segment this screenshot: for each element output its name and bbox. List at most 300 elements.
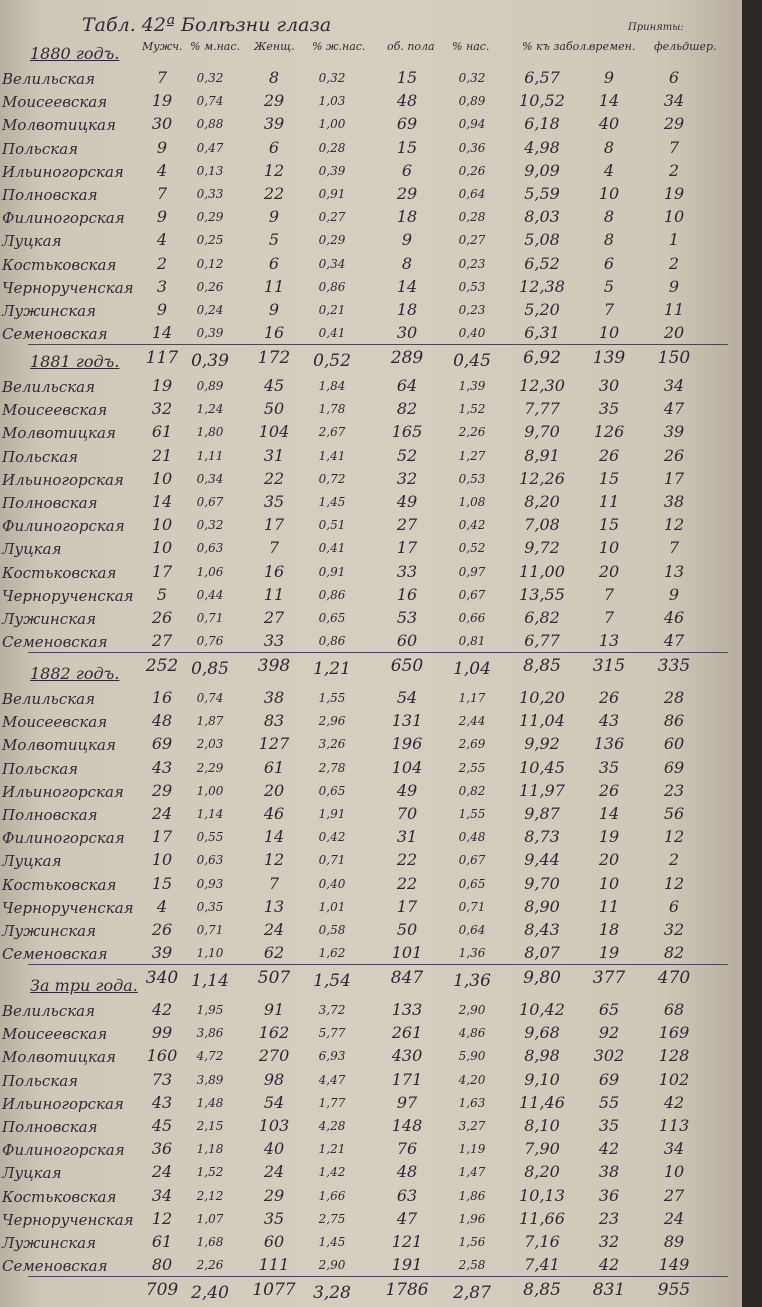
cell: 4 (156, 160, 168, 180)
header-top-note: Приняты: (628, 22, 684, 33)
cell: 29 (663, 114, 685, 134)
cell: 9 (268, 207, 280, 227)
cell: 22 (396, 873, 418, 893)
cell: 10 (151, 850, 173, 870)
cell: 1,17 (458, 691, 486, 705)
cell: 14 (151, 492, 173, 511)
cell: 6 (268, 253, 280, 273)
cell: 0,40 (458, 326, 486, 341)
cell: 0,28 (458, 210, 486, 225)
cell: 26 (151, 608, 173, 627)
cell: 35 (598, 757, 620, 777)
cell: 0,32 (196, 71, 224, 85)
section-title: 1882 годъ. (30, 664, 120, 683)
cell: 0,89 (196, 379, 224, 393)
cell: 16 (396, 584, 418, 604)
cell: 20 (663, 323, 685, 343)
total-cell: 8,85 (523, 1280, 561, 1301)
cell: 26 (598, 780, 620, 800)
cell: 0,41 (318, 326, 346, 341)
cell: 68 (663, 1000, 685, 1019)
table-row (0, 1209, 742, 1231)
cell: 12 (263, 160, 285, 180)
cell: 12 (151, 1208, 173, 1228)
cell: 9 (668, 584, 680, 604)
table-row (0, 562, 742, 584)
cell: 24 (151, 804, 173, 823)
cell: 29 (263, 91, 285, 111)
cell: 60 (396, 631, 418, 651)
cell: 12,38 (519, 276, 565, 296)
cell: 22 (263, 184, 285, 203)
cell: 3,72 (318, 1003, 346, 1017)
cell: 23 (598, 1208, 620, 1228)
cell: 0,53 (458, 279, 486, 294)
total-cell: 0,52 (313, 351, 351, 372)
cell: 83 (263, 711, 285, 731)
cell: 7,77 (524, 399, 560, 419)
cell: 10 (598, 538, 620, 558)
cell: 0,32 (318, 71, 346, 85)
cell: 133 (391, 1000, 423, 1019)
cell: 11 (598, 896, 620, 916)
cell: 0,26 (458, 163, 486, 178)
cell: 8,20 (524, 492, 560, 511)
cell: 39 (663, 422, 685, 442)
cell: 48 (396, 91, 418, 111)
cell: 1,00 (318, 117, 346, 132)
column-header-4: % ж.нас. (312, 40, 366, 53)
cell: 38 (263, 688, 285, 707)
total-cell: 340 (145, 968, 179, 989)
cell: 17 (151, 561, 173, 581)
cell: 42 (151, 1000, 173, 1019)
total-cell: 709 (145, 1280, 179, 1301)
cell: 98 (263, 1069, 285, 1089)
cell: 0,13 (196, 163, 224, 178)
cell: 22 (396, 850, 418, 870)
cell: 0,86 (318, 279, 346, 294)
row-name: Семеновская (2, 1257, 108, 1276)
cell: 0,65 (318, 783, 346, 798)
total-cell: 955 (657, 1280, 691, 1301)
cell: 1,91 (318, 807, 346, 821)
column-header-7: % къ забол. (522, 40, 590, 53)
cell: 0,44 (196, 587, 224, 602)
cell: 65 (598, 1000, 620, 1019)
cell: 7 (603, 608, 615, 627)
section-title: 1880 годъ. (30, 44, 120, 63)
cell: 1,21 (318, 1142, 346, 1157)
cell: 1,55 (318, 691, 346, 705)
cell: 2 (668, 253, 680, 273)
row-name: Филиногорская (2, 1141, 125, 1160)
cell: 15 (396, 137, 418, 157)
table-row (0, 781, 742, 803)
cell: 0,39 (318, 163, 346, 178)
cell: 0,94 (458, 117, 486, 132)
cell: 7 (268, 873, 280, 893)
cell: 1,08 (458, 495, 486, 509)
total-cell: 650 (390, 656, 424, 677)
cell: 17 (151, 827, 173, 847)
table-row (0, 1139, 742, 1161)
cell: 15 (598, 468, 620, 488)
column-header-1: Мужч. (142, 40, 183, 53)
row-name: Лужинская (2, 610, 97, 628)
total-cell: 1786 (385, 1280, 429, 1301)
cell: 5,77 (318, 1026, 346, 1041)
cell: 0,27 (458, 233, 486, 248)
cell: 38 (663, 492, 685, 511)
cell: 0,23 (458, 303, 486, 317)
cell: 9,68 (524, 1023, 560, 1043)
cell: 1,77 (318, 1095, 346, 1110)
cell: 9 (668, 276, 680, 296)
table-row (0, 114, 742, 136)
cell: 0,65 (318, 611, 346, 625)
table-row (0, 68, 742, 90)
cell: 0,48 (458, 830, 486, 845)
cell: 2,69 (458, 737, 486, 752)
cell: 1,11 (196, 448, 224, 463)
cell: 1,42 (318, 1165, 346, 1180)
cell: 63 (396, 1185, 418, 1205)
cell: 4,72 (196, 1049, 224, 1064)
cell: 45 (151, 1116, 173, 1135)
table-row (0, 1186, 742, 1208)
total-rule (28, 964, 728, 965)
cell: 0,88 (196, 117, 224, 132)
cell: 12 (263, 850, 285, 870)
cell: 0,55 (196, 830, 224, 845)
cell: 4,86 (458, 1026, 486, 1041)
cell: 0,82 (458, 783, 486, 798)
total-cell: 0,85 (191, 659, 229, 680)
cell: 169 (658, 1023, 690, 1043)
cell: 8,07 (524, 943, 560, 963)
cell: 82 (396, 399, 418, 419)
cell: 34 (663, 376, 685, 395)
cell: 0,71 (196, 611, 224, 625)
cell: 28 (663, 688, 685, 707)
cell: 29 (396, 184, 418, 203)
cell: 46 (663, 608, 685, 627)
cell: 8 (268, 68, 280, 87)
cell: 0,86 (318, 634, 346, 649)
row-name: Чернорученская (2, 586, 134, 605)
cell: 24 (663, 1208, 685, 1228)
cell: 47 (663, 631, 685, 651)
cell: 4,98 (524, 137, 560, 157)
cell: 18 (598, 920, 620, 939)
total-cell: 315 (592, 656, 626, 677)
total-cell: 335 (657, 656, 691, 677)
cell: 0,64 (458, 923, 486, 937)
cell: 6 (401, 160, 413, 180)
cell: 35 (263, 1208, 285, 1228)
table-row (0, 897, 742, 919)
cell: 5,90 (458, 1049, 486, 1064)
cell: 54 (263, 1092, 285, 1112)
cell: 26 (598, 688, 620, 707)
cell: 1,84 (318, 379, 346, 393)
cell: 43 (151, 1092, 173, 1112)
cell: 0,35 (196, 899, 224, 914)
cell: 64 (396, 376, 418, 395)
total-rule (28, 1276, 728, 1277)
cell: 1,27 (458, 448, 486, 463)
cell: 2,12 (196, 1188, 224, 1203)
cell: 1 (668, 230, 680, 250)
cell: 1,62 (318, 946, 346, 961)
cell: 9,92 (524, 734, 560, 754)
cell: 3,86 (196, 1026, 224, 1041)
cell: 31 (263, 445, 285, 465)
cell: 9,44 (524, 850, 560, 870)
total-row (0, 1280, 742, 1302)
cell: 27 (263, 608, 285, 627)
cell: 62 (263, 943, 285, 963)
cell: 22 (263, 468, 285, 488)
table-row (0, 515, 742, 537)
table-row (0, 492, 742, 514)
cell: 33 (263, 631, 285, 651)
cell: 1,48 (196, 1095, 224, 1110)
table-row (0, 277, 742, 299)
cell: 11,46 (519, 1092, 565, 1112)
total-rule (28, 652, 728, 653)
cell: 11 (263, 584, 285, 604)
cell: 40 (598, 114, 620, 134)
table-row (0, 538, 742, 560)
cell: 2,75 (318, 1211, 346, 1226)
cell: 12,26 (519, 468, 565, 488)
cell: 15 (598, 515, 620, 535)
row-name: Костьковская (2, 563, 117, 582)
table-row (0, 184, 742, 206)
cell: 2,90 (458, 1003, 486, 1017)
cell: 136 (593, 734, 625, 754)
cell: 0,33 (196, 187, 224, 201)
cell: 4,28 (318, 1119, 346, 1133)
cell: 35 (598, 399, 620, 419)
cell: 0,51 (318, 518, 346, 533)
cell: 42 (663, 1092, 685, 1112)
cell: 7 (156, 184, 168, 203)
row-name: Лужинская (2, 1234, 97, 1252)
cell: 0,28 (318, 140, 346, 155)
cell: 9 (268, 300, 280, 319)
scan-edge (742, 0, 762, 1307)
cell: 0,42 (458, 518, 486, 533)
cell: 1,45 (318, 495, 346, 509)
cell: 39 (263, 114, 285, 134)
row-name: Ильиногорская (2, 782, 124, 801)
cell: 4,20 (458, 1072, 486, 1087)
cell: 101 (391, 943, 423, 963)
cell: 6,93 (318, 1049, 346, 1064)
cell: 26 (663, 445, 685, 465)
cell: 127 (258, 734, 290, 754)
cell: 49 (396, 780, 418, 800)
cell: 1,36 (458, 946, 486, 961)
cell: 10,45 (519, 757, 565, 777)
total-cell: 398 (257, 656, 291, 677)
cell: 18 (396, 207, 418, 227)
cell: 0,93 (196, 876, 224, 891)
cell: 126 (593, 422, 625, 442)
cell: 9,87 (524, 804, 560, 823)
cell: 27 (151, 631, 173, 651)
cell: 165 (391, 422, 423, 442)
cell: 6,52 (524, 253, 560, 273)
cell: 0,53 (458, 471, 486, 486)
cell: 19 (598, 827, 620, 847)
total-cell: 1,54 (313, 971, 351, 992)
cell: 0,91 (318, 564, 346, 579)
table-row (0, 1023, 742, 1045)
cell: 16 (263, 561, 285, 581)
cell: 30 (598, 376, 620, 395)
cell: 1,87 (196, 714, 224, 729)
cell: 9 (401, 230, 413, 250)
row-name: Моисеевская (2, 1025, 108, 1044)
cell: 21 (151, 445, 173, 465)
cell: 10,20 (519, 688, 565, 707)
table-row (0, 1162, 742, 1184)
cell: 17 (396, 538, 418, 558)
cell: 2,15 (196, 1119, 224, 1133)
cell: 0,74 (196, 691, 224, 705)
cell: 0,66 (458, 611, 486, 625)
total-cell: 847 (390, 968, 424, 989)
cell: 73 (151, 1069, 173, 1089)
cell: 0,40 (318, 876, 346, 891)
cell: 1,19 (458, 1142, 486, 1157)
cell: 34 (151, 1185, 173, 1205)
cell: 4 (156, 896, 168, 916)
row-name: Моисеевская (2, 401, 108, 420)
cell: 1,95 (196, 1003, 224, 1017)
cell: 0,74 (196, 94, 224, 109)
cell: 92 (598, 1023, 620, 1043)
cell: 6 (668, 896, 680, 916)
table-row (0, 207, 742, 229)
cell: 1,01 (318, 899, 346, 914)
cell: 0,63 (196, 541, 224, 556)
cell: 10 (151, 538, 173, 558)
row-name: Ильиногорская (2, 1094, 124, 1113)
cell: 14 (598, 804, 620, 823)
table-row (0, 608, 742, 630)
cell: 0,67 (458, 853, 486, 868)
cell: 9 (603, 68, 615, 87)
row-name: Польская (2, 1071, 79, 1090)
cell: 1,39 (458, 379, 486, 393)
cell: 91 (263, 1000, 285, 1019)
cell: 2 (668, 160, 680, 180)
cell: 2,55 (458, 760, 486, 775)
cell: 48 (151, 711, 173, 731)
cell: 2,26 (196, 1258, 224, 1273)
cell: 24 (263, 920, 285, 939)
row-name: Луцкая (2, 540, 62, 559)
table-row (0, 804, 742, 826)
cell: 38 (598, 1162, 620, 1182)
cell: 302 (593, 1046, 625, 1066)
cell: 20 (263, 780, 285, 800)
table-row (0, 920, 742, 942)
cell: 171 (391, 1069, 423, 1089)
row-name: Лужинская (2, 302, 97, 320)
cell: 4,47 (318, 1072, 346, 1087)
cell: 32 (396, 468, 418, 488)
cell: 8,91 (524, 445, 560, 465)
cell: 10 (151, 468, 173, 488)
cell: 11 (663, 300, 685, 319)
cell: 36 (598, 1185, 620, 1205)
table-row (0, 827, 742, 849)
cell: 7,41 (524, 1255, 560, 1275)
row-name: Велильская (2, 378, 96, 396)
total-rule (28, 344, 728, 345)
row-name: Костьковская (2, 255, 117, 274)
total-cell: 2,87 (453, 1283, 491, 1304)
row-name: Велильская (2, 690, 96, 708)
cell: 0,29 (196, 210, 224, 225)
cell: 1,41 (318, 448, 346, 463)
cell: 1,47 (458, 1165, 486, 1180)
cell: 11,00 (519, 561, 565, 581)
cell: 1,03 (318, 94, 346, 109)
total-cell: 2,40 (191, 1283, 229, 1304)
cell: 16 (263, 323, 285, 343)
cell: 196 (391, 734, 423, 754)
row-name: Молвотицкая (2, 1048, 116, 1067)
cell: 52 (396, 445, 418, 465)
section-title: За три года. (30, 976, 138, 995)
cell: 128 (658, 1046, 690, 1066)
row-name: Молвотицкая (2, 116, 116, 135)
cell: 3 (156, 276, 168, 296)
cell: 5 (603, 276, 615, 296)
cell: 8 (603, 207, 615, 227)
row-name: Полновская (2, 806, 98, 824)
cell: 0,71 (196, 923, 224, 937)
table-row (0, 1046, 742, 1068)
cell: 103 (258, 1116, 290, 1135)
total-cell: 507 (257, 968, 291, 989)
row-name: Семеновская (2, 633, 108, 652)
cell: 2,58 (458, 1258, 486, 1273)
cell: 54 (396, 688, 418, 707)
table-row (0, 254, 742, 276)
cell: 80 (151, 1255, 173, 1275)
total-cell: 8,85 (523, 656, 561, 677)
row-name: Велильская (2, 1002, 96, 1020)
cell: 40 (263, 1139, 285, 1159)
table-row (0, 631, 742, 653)
cell: 0,64 (458, 187, 486, 201)
cell: 8 (603, 137, 615, 157)
cell: 15 (151, 873, 173, 893)
cell: 69 (151, 734, 173, 754)
table-row (0, 943, 742, 965)
table-row (0, 446, 742, 468)
row-name: Чернорученская (2, 1210, 134, 1229)
table-row (0, 138, 742, 160)
